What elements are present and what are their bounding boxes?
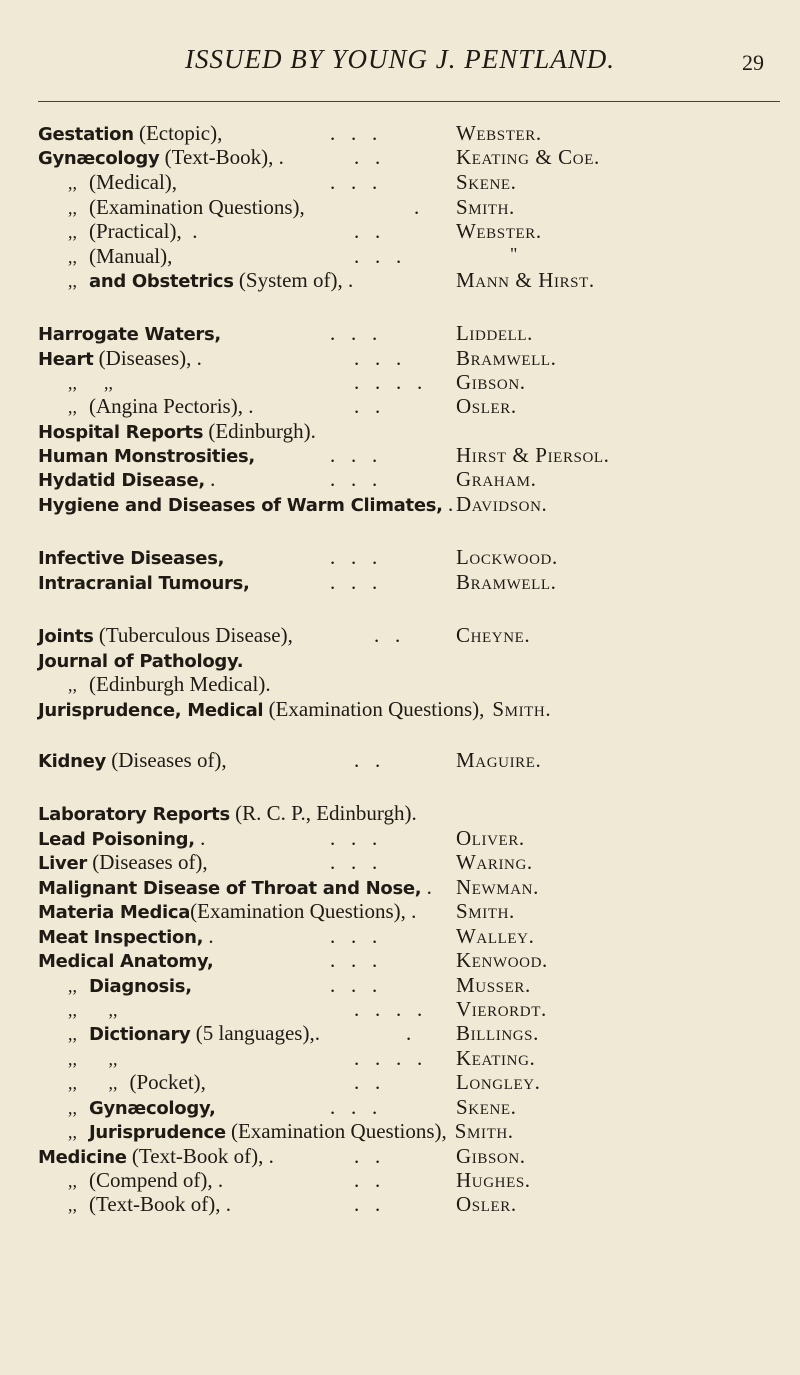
leader-dots: . . — [354, 145, 381, 169]
entry-subtitle: (Angina Pectoris), . — [89, 394, 254, 418]
entry-heading: Laboratory Reports — [38, 804, 230, 825]
entry-author: Skene. — [456, 170, 517, 194]
entry-title — [38, 570, 250, 595]
entry-subtitle: (Edinburgh Medical). — [89, 672, 271, 696]
entry-title — [38, 145, 284, 170]
entry-subtitle: (5 languages),. — [190, 1021, 320, 1045]
entry-heading: Medical Anatomy, — [38, 951, 214, 972]
entry-row — [0, 672, 800, 696]
leader-dots: . . . . — [354, 997, 423, 1021]
entry-heading: Hydatid Disease, — [38, 470, 205, 491]
entry-heading: Human Monstrosities, — [38, 446, 255, 467]
ditto-mark: ,, — [68, 397, 77, 417]
entry-row — [0, 419, 800, 443]
entry-title — [38, 826, 205, 851]
entry-author: Hirst & Piersol. — [456, 443, 610, 467]
entry-author: Hughes. — [456, 1168, 531, 1192]
entry-row — [0, 492, 800, 516]
entry-subtitle: (Medical), — [89, 170, 178, 194]
entry-author: Bramwell. — [456, 570, 557, 594]
entry-row — [0, 244, 800, 268]
entry-row — [0, 443, 800, 467]
ditto-mark: ,, — [68, 1122, 77, 1142]
leader-dots: . . . — [354, 244, 402, 268]
entry-author: Davidson. — [456, 492, 548, 516]
entry-author: Vierordt. — [456, 997, 547, 1021]
ditto-mark: ,, ,, — [68, 1000, 118, 1020]
entry-heading: Joints — [38, 626, 94, 647]
entry-row — [0, 1095, 800, 1119]
entry-title — [68, 1192, 231, 1217]
entry-heading: Journal of Pathology. — [38, 651, 244, 672]
entry-author: Cheyne. — [456, 623, 531, 647]
ditto-mark: ,, — [68, 1024, 77, 1044]
entry-subtitle: (Compend of), . — [89, 1168, 224, 1192]
entry-title — [68, 244, 172, 269]
entry-row — [0, 623, 800, 647]
entry-row — [0, 1192, 800, 1216]
entry-author: Skene. — [456, 1095, 517, 1119]
entry-title — [68, 1119, 514, 1144]
entry-row — [0, 145, 800, 169]
entry-author: Kenwood. — [456, 948, 548, 972]
entry-title — [38, 1144, 274, 1169]
entry-title — [38, 648, 243, 673]
page-header — [0, 44, 800, 78]
entry-row — [0, 570, 800, 594]
entry-title — [68, 195, 305, 220]
entry-row — [0, 268, 800, 292]
entry-heading: Infective Diseases, — [38, 548, 225, 569]
leader-dots: . . — [354, 1070, 381, 1094]
entry-subtitle: . — [194, 826, 206, 850]
entry-title — [38, 467, 215, 492]
leader-dots: . . — [374, 623, 401, 647]
entry-title — [38, 875, 432, 900]
entry-title — [68, 219, 197, 244]
entry-subtitle: (Examination Questions), — [225, 1119, 447, 1143]
entry-author: Bramwell. — [456, 346, 557, 370]
entry-author: Keating & Coe. — [456, 145, 600, 169]
entry-title — [38, 748, 227, 773]
entry-row — [0, 899, 800, 923]
running-title: ISSUED BY YOUNG J. PENTLAND. — [184, 44, 616, 74]
leader-dots: . . — [354, 1192, 381, 1216]
entry-subtitle: (Tuberculous Disease), — [93, 623, 293, 647]
header-rule — [38, 101, 780, 102]
leader-dots: . . . — [330, 826, 378, 850]
entry-subtitle: (Examination Questions), — [89, 195, 305, 219]
entry-subtitle: (Edinburgh). — [203, 419, 316, 443]
entry-row — [0, 1144, 800, 1168]
entry-subtitle: (Pocket), — [129, 1070, 206, 1094]
leader-dots: . . . — [330, 170, 378, 194]
entry-row — [0, 219, 800, 243]
leader-dots: . . . — [330, 321, 378, 345]
entry-subtitle: (Practical), . — [89, 219, 198, 243]
entry-title — [38, 545, 224, 570]
leader-dots: . . . — [330, 443, 378, 467]
leader-dots: . . . — [330, 121, 378, 145]
entry-title — [68, 394, 253, 419]
entry-title — [38, 419, 316, 444]
entry-title — [38, 121, 222, 146]
entry-heading: Diagnosis, — [89, 976, 192, 997]
entry-title — [68, 997, 130, 1022]
entry-row — [0, 826, 800, 850]
entry-heading: Hygiene and Diseases of Warm Climates, — [38, 495, 443, 516]
ditto-mark: ,, — [68, 198, 77, 218]
entry-title — [68, 370, 125, 395]
ditto-mark: ,, — [68, 1171, 77, 1191]
ditto-mark: ,, ,, — [68, 373, 113, 393]
ditto-mark: ,, ,, — [68, 1073, 118, 1093]
entry-row — [0, 1168, 800, 1192]
leader-dots: . . . — [330, 467, 378, 491]
entry-author: Webster. — [456, 219, 542, 243]
entry-author: Osler. — [456, 1192, 517, 1216]
leader-dots: . . . — [330, 1095, 378, 1119]
leader-dots: . . . . — [354, 1046, 423, 1070]
leader-dots: . . — [354, 219, 381, 243]
entry-subtitle: . — [421, 875, 432, 899]
entry-subtitle: (Text-Book of), . — [126, 1144, 274, 1168]
entry-row — [0, 121, 800, 145]
entry-heading: Dictionary — [89, 1024, 191, 1045]
entry-subtitle: (Text-Book), . — [159, 145, 284, 169]
entry-row — [0, 545, 800, 569]
entry-author: Longley. — [456, 1070, 541, 1094]
leader-dots: . . . — [354, 346, 402, 370]
entry-subtitle: (Diseases of), — [105, 748, 227, 772]
entry-row — [0, 948, 800, 972]
entry-title — [68, 1095, 216, 1120]
entry-title — [38, 321, 221, 346]
entry-title — [38, 899, 416, 924]
entry-heading: Kidney — [38, 751, 106, 772]
entry-author: Newman. — [456, 875, 539, 899]
entry-subtitle: (Manual), — [89, 244, 173, 268]
entry-row — [0, 321, 800, 345]
entry-row — [0, 875, 800, 899]
leader-dots: . — [414, 195, 420, 219]
entry-title — [38, 443, 255, 468]
leader-dots: . — [406, 1021, 412, 1045]
entry-row — [0, 1119, 800, 1143]
ditto-mark: ,, — [68, 271, 77, 291]
entry-title — [38, 850, 208, 875]
entry-row — [0, 170, 800, 194]
entry-heading: Jurisprudence, Medical — [38, 700, 264, 721]
entry-author: Keating. — [456, 1046, 536, 1070]
entry-heading: Jurisprudence — [89, 1122, 226, 1143]
leader-dots: . . . — [330, 850, 378, 874]
entry-subtitle: (Diseases of), — [86, 850, 208, 874]
entry-author: Oliver. — [456, 826, 525, 850]
page-number: 29 — [742, 50, 764, 75]
ditto-mark: ,, — [68, 1195, 77, 1215]
entry-heading: Meat Inspection, — [38, 927, 204, 948]
entry-heading: Gynæcology, — [89, 1098, 216, 1119]
entry-row — [0, 370, 800, 394]
entry-author: " — [510, 244, 518, 264]
entry-row — [0, 346, 800, 370]
entry-title — [68, 170, 177, 195]
entry-heading: Lead Poisoning, — [38, 829, 195, 850]
entry-title — [38, 492, 453, 517]
entry-row — [0, 195, 800, 219]
entry-subtitle: (Examination Questions), — [263, 697, 485, 721]
entry-author: Graham. — [456, 467, 537, 491]
ditto-mark: ,, — [68, 675, 77, 695]
entry-author: Maguire. — [456, 748, 542, 772]
entry-title — [38, 697, 551, 722]
leader-dots: . . . — [330, 570, 378, 594]
entry-heading: and Obstetrics — [89, 271, 234, 292]
entry-author: Smith. — [456, 195, 515, 219]
leader-dots: . . — [354, 1144, 381, 1168]
leader-dots: . . . — [330, 948, 378, 972]
entry-row — [0, 697, 800, 721]
ditto-mark: ,, — [68, 1098, 77, 1118]
entry-title — [38, 948, 213, 973]
entry-author: Lockwood. — [456, 545, 558, 569]
ditto-mark: ,, — [68, 247, 77, 267]
entry-subtitle: . — [442, 492, 454, 516]
entry-title — [38, 801, 417, 826]
entry-subtitle: (Diseases), . — [93, 346, 202, 370]
entry-row — [0, 394, 800, 418]
entry-title — [68, 973, 192, 998]
entry-heading: Harrogate Waters, — [38, 324, 221, 345]
ditto-mark: ,, ,, — [68, 1049, 118, 1069]
entry-heading: Heart — [38, 349, 94, 370]
entry-subtitle: (System of), . — [233, 268, 354, 292]
entry-title — [38, 346, 202, 371]
entry-row — [0, 973, 800, 997]
entry-heading: Materia Medica — [38, 902, 191, 923]
entry-author: Musser. — [456, 973, 531, 997]
ditto-mark: ,, — [68, 976, 77, 996]
entry-row — [0, 801, 800, 825]
entry-author: Billings. — [456, 1021, 539, 1045]
entry-heading: Liver — [38, 853, 87, 874]
entry-row — [0, 1070, 800, 1094]
entry-subtitle: (Text-Book of), . — [89, 1192, 231, 1216]
leader-dots: . . . — [330, 924, 378, 948]
entry-author: Mann & Hirst. — [456, 268, 595, 292]
entry-author: Webster. — [456, 121, 542, 145]
entry-heading: Malignant Disease of Throat and Nose, — [38, 878, 422, 899]
entry-heading: Gestation — [38, 124, 134, 145]
entry-author: Smith. — [492, 697, 552, 721]
entry-row — [0, 850, 800, 874]
leader-dots: . . . — [330, 545, 378, 569]
entry-author: Waring. — [456, 850, 533, 874]
entry-heading: Intracranial Tumours, — [38, 573, 250, 594]
entry-heading: Medicine — [38, 1147, 127, 1168]
entry-row — [0, 748, 800, 772]
entry-row — [0, 467, 800, 491]
entry-author: Smith. — [456, 899, 515, 923]
entry-author: Gibson. — [456, 1144, 526, 1168]
entry-row — [0, 1021, 800, 1045]
leader-dots: . . . . — [354, 370, 423, 394]
entry-title — [68, 672, 271, 697]
entry-author: Smith. — [454, 1119, 514, 1143]
entry-title — [68, 1021, 320, 1046]
entry-title — [68, 1168, 223, 1193]
entry-author: Walley. — [456, 924, 535, 948]
entry-subtitle: . — [203, 924, 214, 948]
leader-dots: . . — [354, 394, 381, 418]
entry-author: Gibson. — [456, 370, 526, 394]
entry-row — [0, 648, 800, 672]
entry-row — [0, 924, 800, 948]
entry-author: Osler. — [456, 394, 517, 418]
leader-dots: . . — [354, 748, 381, 772]
entry-title — [38, 924, 214, 949]
entry-subtitle: (Examination Questions), . — [190, 899, 417, 923]
entry-subtitle: (R. C. P., Edinburgh). — [229, 801, 417, 825]
entry-author: Liddell. — [456, 321, 534, 345]
entry-row — [0, 997, 800, 1021]
entry-title — [68, 1070, 206, 1095]
entry-title — [38, 623, 293, 648]
ditto-mark: ,, — [68, 222, 77, 242]
leader-dots: . . . — [330, 973, 378, 997]
entry-subtitle: (Ectopic), — [133, 121, 223, 145]
ditto-mark: ,, — [68, 173, 77, 193]
leader-dots: . . — [354, 1168, 381, 1192]
entry-subtitle: . — [204, 467, 216, 491]
entry-heading: Hospital Reports — [38, 422, 204, 443]
entry-heading: Gynæcology — [38, 148, 160, 169]
entry-title — [68, 1046, 130, 1071]
entry-title — [68, 268, 353, 293]
entry-row — [0, 1046, 800, 1070]
